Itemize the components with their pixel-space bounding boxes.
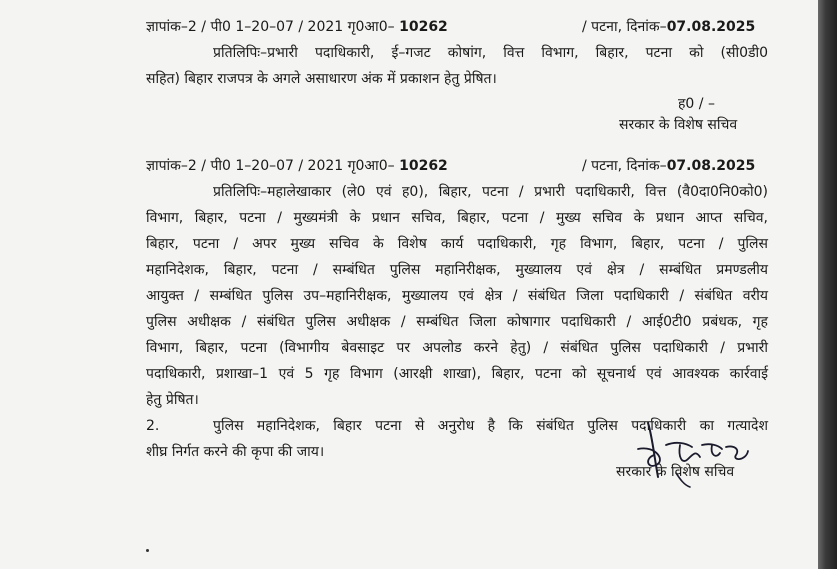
copy-2-line-8: पदाधिकारी, प्रशाखा–1 एवं 5 गृह विभाग (आरक्षी शाखा), बिहार, पटना को सूचनार्थ एवं आवश्यक कार्रवाई [146, 366, 768, 382]
memo-date-2 [582, 159, 755, 173]
copy-2-line-2: विभाग, बिहार, पटना / मुख्यमंत्री के प्रधान सचिव, बिहार, पटना / मुख्य सचिव के प्रधान आप्त सचिव, [146, 210, 768, 226]
memo-date-1 [582, 20, 755, 34]
copy-1-line-2: सहित) बिहार राजपत्र के अगले असाधारण अंक में प्रकाशन हेतु प्रेषित। [146, 71, 497, 87]
para-2-line-2: शीघ्र निर्गत करने की कृपा की जाय। [146, 444, 325, 460]
copy-2-line-7: विभाग, बिहार, पटना (विभागीय बेवसाइट पर अपलोड करने हेतु) / संबंधित पुलिस पदाधिकारी / प्रभारी [146, 340, 768, 356]
memo-date-2-prefix: / पटना, दिनांक– [582, 158, 667, 174]
copy-2-line-5: आयुक्त / सम्बंधित पुलिस उप–महानिरीक्षक, मुख्यालय एवं क्षेत्र / संबंधित जिला पदाधिकारी / संबंधित वरीय [146, 288, 768, 304]
designation-1: सरकार के विशेष सचिव [619, 117, 738, 133]
para-2-line-1: पुलिस महानिदेशक, बिहार पटना से अनुरोध है कि संबंधित पुलिस पदाधिकारी का गत्यादेश [213, 418, 768, 434]
stray-dot [146, 549, 149, 552]
copy-2-line-1: प्रतिलिपिः–महालेखाकार (ले0 एवं ह0), बिहार, पटना / प्रभारी पदाधिकारी, वित्त (वै0दा0नि0को0) [213, 184, 768, 200]
copy-1-line-1: प्रतिलिपिः–प्रभारी पदाधिकारी, ई–गजट कोषांग, वित्त विभाग, बिहार, पटना को (सी0डी0 [213, 45, 768, 61]
memo-ref-1-prefix: ज्ञापांक–2 / पी0 1–20–07 / 2021 गृ0आ0– [146, 19, 395, 35]
memo-ref-2-prefix: ज्ञापांक–2 / पी0 1–20–07 / 2021 गृ0आ0– [146, 158, 395, 174]
designation-2: सरकार के विशेष सचिव [616, 464, 735, 480]
copy-2-line-4: महानिदेशक, बिहार, पटना / सम्बंधित पुलिस महानिरीक्षक, मुख्यालय एवं क्षेत्र / सम्बंधित प्रमण्डलीय [146, 262, 768, 278]
memo-ref-1 [146, 20, 448, 34]
para-2-number: 2. [146, 418, 160, 434]
copy-2-line-3: बिहार, पटना / अपर मुख्य सचिव के विशेष कार्य पदाधिकारी, गृह विभाग, बिहार, पटना / पुलिस [146, 236, 768, 252]
copy-2-line-6: पुलिस अधीक्षक / संबंधित पुलिस अधीक्षक / सम्बंधित जिला कोषागार पदाधिकारी / आई0टी0 प्रबंधक, गृह [146, 314, 768, 330]
copy-2-line-9: हेतु प्रेषित। [146, 392, 199, 408]
memo-ref-1-number: 10262 [399, 19, 448, 35]
memo-ref-2 [146, 159, 448, 173]
scan-edge [818, 0, 837, 569]
memo-ref-2-number: 10262 [399, 158, 448, 174]
memo-date-1-value: 07.08.2025 [666, 19, 756, 35]
memo-date-2-value: 07.08.2025 [666, 158, 756, 174]
memo-date-1-prefix: / पटना, दिनांक– [582, 19, 667, 35]
sign-mark-1: ह0 / – [678, 96, 715, 112]
